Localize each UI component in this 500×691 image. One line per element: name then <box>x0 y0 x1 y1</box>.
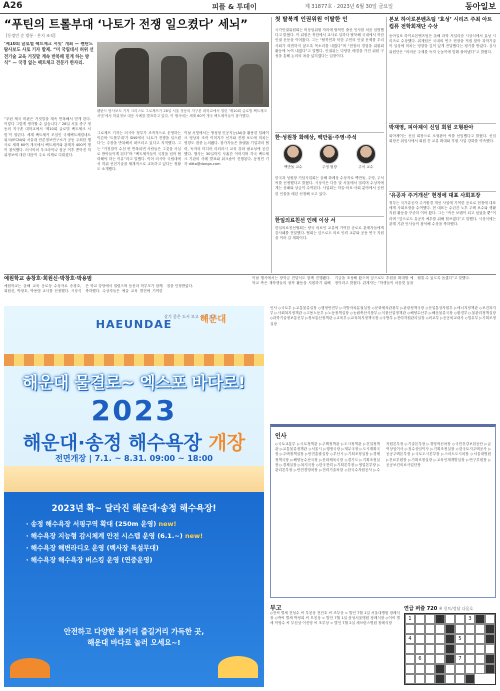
appointments-text: 인사 ◇국토부 ▷교통물류실장 ◇행정안전부 ▷지방자치분권실장 ◇문화체육관광부 ▷관광정책국장 ◇산업통상자원부 ▷에너지정책관 ◇보건복지부 ▷사회복지정책관 ◇고용노동부 ▷노동정책실장 ◇농림축산식품부 ▷식품산업정책관 ◇해양수산부 ▷해운물류국장 ◇환경부 ▷물관리정책실장 ◇과학기술정보통신부 ▷정보통신정책관 ◇교육부 ▷교육복지정책국장 ◇국방부 ▷전력자원관리실장 ◇외교부 ▷공공외교대사 ◇법무부 ▷기획조정실장 <box>270 306 496 326</box>
ad-footer-line2: 해운대 바다로 놀러 오세요~! <box>87 638 181 647</box>
photo-figure <box>115 48 149 104</box>
puzzle-cell: 7 <box>455 654 465 664</box>
puzzle-cell <box>475 664 485 674</box>
ad-feature: · 해수욕장 해변라디오 운영 (백사장 특설무대) <box>26 544 159 552</box>
puzzle-cell <box>445 644 455 654</box>
puzzle-cell <box>415 664 425 674</box>
puzzle-cell: 3 <box>465 614 475 624</box>
ad-subtitle: 2023년 확~ 달라진 해운대·송정 해수욕장! <box>51 504 217 514</box>
puzzle-cell <box>425 654 435 664</box>
puzzle-cell <box>405 644 415 654</box>
ad-footer <box>4 626 264 648</box>
ad-slogan: 살기 좋은 도시 모고 싶은 도시 <box>164 314 217 319</box>
ad-character-decoration <box>10 658 50 678</box>
ad-feature: · 해수욕장 해수욕장 버스킹 운영 (연중운영) <box>26 556 153 564</box>
puzzle-cell <box>425 614 435 624</box>
right-article-headline: 본보 하이로본벤츠팀 ‘효성’ 시리즈 주최 아트컵퓨 전학회재단 수상 <box>389 17 493 30</box>
puzzle-cell <box>405 624 415 634</box>
portrait-name: 주영 원장 <box>321 165 337 169</box>
award-body: 한국과 성원창 기념사업회는 올해 화례상 수상자로 백만돌, 주영, 주석 씨를 선정했다고 밝혔다. 시상식은 다음 달 서울에서 열리며 수상자에게는 상패와 상금이 수여된다. 사업회는 학술·의료·사회 분야에서 공헌한 인물을 매년 선정해 오고 있다. <box>275 176 384 196</box>
puzzle-cell <box>435 634 445 644</box>
puzzle-cell <box>425 634 435 644</box>
beach-advertisement <box>4 306 264 687</box>
puzzle-cell <box>445 614 455 624</box>
puzzle-cell <box>485 654 495 664</box>
veteran-headline: ‘유공자 주거개선’ 현정에 대표 사회포장 <box>389 193 481 199</box>
puzzle-cell <box>425 644 435 654</box>
school-body: 예원학교는 올해 교육 공로상 수상자로 송창호, 희원신, 박창호, 박용범 교사를 선정했다. 시상식은 학교 강당에서 열렸으며 동문과 학부모가 함께 축하했다. 수상자들은 예술 교육 발전에 기여한 점을 인정받았다. <box>4 284 194 294</box>
photo-figure <box>203 52 233 104</box>
ad-brand: HAEUNDAE <box>95 318 173 331</box>
puzzle-cell <box>435 674 445 684</box>
crossword-puzzle <box>404 605 496 687</box>
veteran-body: 정부는 국가유공자 주거환경 개선 사업에 기여한 공로로 현정에 대표에게 사회포장을 수여했다. 현 대표는 수년간 노후 주택 보수와 생활 지원 활동을 꾸준히 이어 왔다. 그는 “작은 보탬이 되고 싶었을 뿐”이라며 “앞으로도 유공자 예우를 위해 힘쓰겠다”고 말했다. 시상식에는 관계 기관 인사들이 참석해 수상을 축하했다. <box>389 201 496 226</box>
portrait-photo <box>356 144 376 164</box>
puzzle-cell <box>475 624 485 634</box>
puzzle-cell <box>475 614 485 624</box>
ad-title-main: 해운대·송정 해수욕장 <box>22 432 209 454</box>
puzzle-cell <box>485 644 495 654</box>
puzzle-cell <box>425 674 435 684</box>
puzzle-cell <box>435 624 445 634</box>
puzzle-cell <box>405 654 415 664</box>
puzzle-title: 연급 퍼즐 720 ※ 힌트/정답 다음호 <box>404 606 474 612</box>
lead-intro: ‘제10회 글로벌 팩트체크 서밋’ 개최 — 펜탄드 탐사보도 사로 기자 발제. “미 국립대서 허위 선전기술 교육 거짓말 계속 반복해 믿게 하는 방식” — 국경 없는 팩트체크 전문가 한자리. <box>4 42 94 67</box>
ad-character-decoration <box>218 656 258 678</box>
puzzle-grid <box>404 613 496 685</box>
lead-body-col3: 이날 서밋에서는 생성형 인공지능(AI)을 활용한 딥페이크 영상과 조작 이미지가 선거와 전쟁 보도에 미치는 영향도 집중 논의됐다. 참가자들은 플랫폼 기업과의 협력, 독자의 미디어 리터러시 교육 강화 필요성에 공감했다. 행사는 30일까지 사흘간 이어지며 각국 팩트체크 기관의 사례 발표와 워크숍이 진행된다. 동정민 기자 ditto@donga.com <box>184 131 269 167</box>
puzzle-cell <box>455 674 465 684</box>
puzzle-cell <box>425 664 435 674</box>
ad-feature: · 송정 해수욕장 서핑구역 확대 (250m 운영) new! <box>26 520 177 528</box>
puzzle-cell: 5 <box>455 634 465 644</box>
ad-period: 전면개장 | 7.1. ~ 8.31. 09:00 ~ 18:00 <box>55 454 213 463</box>
appointments-title: 인사 <box>275 433 287 440</box>
puzzle-cell <box>455 644 465 654</box>
puzzle-cell <box>415 614 425 624</box>
association-body: 피아제이는 신임 회장으로 오형완아 씨를 선임했다고 밝혔다. 신임 회장은 취임사에서 회원 간 교류 확대와 후원 사업 강화를 약속했다. <box>389 134 496 144</box>
puzzle-cell <box>475 634 485 644</box>
appointments-list: ◇국토교통부 ▷국토정책관 ▷주택정책관 ▷도시정책관 ▷건설정책관 ▷교통물류정책관 ◇서울시 ▷행정국장 ▷재무국장 ▷도시계획국장 ▷주택정책실장 ▷안전총괄실장 ◇부산시 ▷기획조정실장 ▷경제정책국장 ▷해양농수산국장 ▷문화체육국장 ◇경기도 ▷기획조정실장 ▷경제실장 ▷복지국장 ◇한국전력 ▷기획본부장 ▷영업본부장 ▷관리본부장 ▷안전경영처장 ▷전력기술처장 ◇한국수자원공사 ▷수자원본부장 ▷기술본부장 ▷경영혁신처장 ◇국민건강보험공단 ▷급여상임이사 ▷징수상임이사 ▷기획조정실장 ◇한국토지주택공사 ▷공공주택본부장 ▷국토도시본부장 ▷스마트도시처장 ◇서울대병원 ▷진료부원장 ▷기획조정실장 ▷교육인재개발실장 ▷연구부원장 ▷공공보건의료사업단장 <box>275 442 491 473</box>
puzzle-cell: 1 <box>405 614 415 624</box>
article-divider <box>389 123 496 124</box>
puzzle-cell <box>415 624 425 634</box>
column-divider <box>271 17 272 273</box>
puzzle-cell <box>465 654 475 664</box>
puzzle-cell: 2 <box>435 614 445 624</box>
portrait-photo <box>319 144 339 164</box>
column-divider <box>386 17 387 273</box>
page-number: A26 <box>3 1 23 11</box>
ad-year: 2023 <box>91 394 177 427</box>
portrait <box>283 144 303 172</box>
medical-headline: 한일의료친선 인례 이상 서 <box>275 218 336 224</box>
portrait-photo <box>283 144 303 164</box>
puzzle-cell <box>455 664 465 674</box>
ad-feature-list <box>26 518 254 566</box>
puzzle-cell <box>435 644 445 654</box>
puzzle-cell <box>465 634 475 644</box>
section-divider <box>4 274 496 275</box>
puzzle-cell <box>445 624 455 634</box>
mid-article-headline: 첫 탈북계 인권위원 이탈한 인 <box>275 17 348 23</box>
article-divider <box>389 191 496 192</box>
school-headline: 예원학교 송창호·희원신·박창호·박용범 <box>4 276 92 282</box>
medical-body: 한일의료친선협회는 양국 의료인 교류에 기여한 공로로 관계자들에게 감사패를 전달했다. 협회는 앞으로도 의료 인력 교류와 공동 연구 지원을 이어 갈 계획이다. <box>275 226 384 241</box>
association-headline: 박재영, 피아제이 신임 회원 오형완아 <box>389 125 474 131</box>
ad-logo: 해운대 <box>200 315 227 325</box>
appointments-box <box>270 424 496 598</box>
ad-feature: · 해수욕장 지능형 감시체계 안전 시스템 운영 (6.1.~) new! <box>26 532 203 540</box>
puzzle-cell <box>435 654 445 664</box>
mid-article-body: 국가인권위원회는 비상임위원 자리에 탈북민 출신 인사를 처음 임명했다고 밝혔다. 이 위원은 북한에서 교사로 일하다 탈북해 국내에서 북한 인권 운동을 이어왔다. 그는 “탈북민과 북한 주민의 인권 문제를 우리 사회가 외면하지 않도록 목소리를 내겠다”며 “현장의 경험을 위원회 활동에 녹여 내겠다”고 말했다. 인권위는 다양한 배경을 가진 위원 구성을 통해 논의의 폭을 넓히겠다는 입장이다. <box>275 28 384 59</box>
article-divider <box>275 216 384 217</box>
portrait-name: 주석 교수 <box>358 165 374 169</box>
issue-info: 제 31877호 · 2023년 6월 30일 금요일 <box>305 4 393 10</box>
award-headline: 한·성원창 화례상, 백만돌·주영·주석 <box>275 135 357 141</box>
school-body-continued: 이날 행사에서는 장학금 전달식도 함께 진행됐다. 학교 측은 재학생들의 창작 활동을 지원하기 위해 기금을 조성해 왔으며 앞으로도 후원을 확대할 예정이라고 밝혔다. 관계자는 “학생들이 마음껏 꿈을 펼칠 수 있도록 돕겠다”고 말했다. <box>252 276 471 286</box>
portrait-name: 백만돌 교수 <box>283 165 303 169</box>
puzzle-cell <box>455 624 465 634</box>
right-article-body: 동아일보 하이로본벤츠팀은 올해 과학 저널리즘 시상식에서 효성 시리즈로 수상했다. 취재팀은 국내외 연구 현장을 직접 찾아 과학기술이 일상에 미치는 영향을 깊이 있게 전달했다는 평가를 받았다. 심사위원단은 “어려운 주제를 독자 눈높이에 맞춰 풀어냈다”고 밝혔다. <box>389 34 496 54</box>
puzzle-cell <box>475 644 485 654</box>
ad-footer-line1: 안전하고 다양한 볼거리 즐길거리 가득한 곳, <box>63 627 205 636</box>
lead-body-col1: “푸틴 제국 비판은 거짓말을 계속 반복해서 믿게 한다. 이렇다 그렇게 생각할 수 있습니다.” 28일 서울 중구 정동의 지구촌 대학교에서 ‘제10회 글로벌 팩트체크 서밋’이 열린다. 세계 팩트체커 모임인 국제팩트체킹네트워크(IFCN)와 서울대 언론정보연구소가 공동 주최한 행사로 세계 60여 개국에서 팩트체커와 관계자 400여 명이 참석했다. 러시아의 우크라이나 침공 이후 쏟아진 허위정보에 대한 대응이 주요 의제로 다뤄졌다. <box>4 117 91 158</box>
puzzle-cell <box>445 634 455 644</box>
photo-figure <box>239 64 263 104</box>
lead-subhead: [동정민 순 방통 · 본지 조직] <box>6 33 56 38</box>
lead-photo-caption: 펜탄드 탐사보도 기자 크리스토 그로제프가 28일 서울 정동의 지구촌 대학교에서 열린 ‘제10회 글로벌 팩트체크 서밋’에서 허위정보 대응 사례를 발표하고 있다. 이 행사에는 세계 60여 개국 팩트체커들이 참가했다. <box>97 109 267 118</box>
obituary-body: ◇전씨 별세 전성수 씨 부친상 전진호 씨 조부상 = 발인 7월 1일 서울대병원 장례식장 ◇박씨 별세 박정희 씨 모친상 = 발인 7월 1일 삼성서울병원 장례식장 ◇이씨 별세 이영수 씨 부친상 이진영 씨 조부상 = 발인 7월 2일 세브란스병원 장례식장 <box>270 611 400 626</box>
ad-title-line1: 해운대 물결로~ 엑스포 바다로! <box>22 373 246 392</box>
puzzle-cell <box>415 674 425 684</box>
puzzle-cell: 4 <box>405 634 415 644</box>
obituary-title: 부고 <box>270 605 282 612</box>
puzzle-cell <box>445 654 455 664</box>
lead-photo <box>97 42 269 107</box>
puzzle-cell <box>485 664 495 674</box>
ad-title-accent: 개장 <box>208 432 246 454</box>
puzzle-cell <box>445 674 455 684</box>
page-header <box>0 0 500 14</box>
lead-body-col2: 그로제프 기자는 러시아 정부가 조직적으로 운영하는 이른바 ‘트롤부대’가 SNS에서 ‘나토가 전쟁을 일으켰다’는 주장을 반복해서 퍼뜨리고 있다고 지적했다. 그는 “거짓말이 수천 번 반복되면 사람들은 그것을 사실로 받아들이게 된다”며 “팩트체커들이 국경을 넘어 협력해야 하는 이유”라고 말했다. 이어 러시아 국립대에서 허위 선전기술을 체계적으로 교육하고 있다는 정황도 소개했다. <box>97 131 181 172</box>
puzzle-cell <box>475 654 485 664</box>
puzzle-cell <box>425 624 435 634</box>
photo-figure <box>161 56 187 104</box>
puzzle-cell <box>485 624 495 634</box>
puzzle-cell <box>465 624 475 634</box>
award-portraits <box>275 144 384 172</box>
puzzle-cell <box>485 634 495 644</box>
puzzle-cell <box>415 634 425 644</box>
puzzle-cell: 6 <box>415 654 425 664</box>
puzzle-cell <box>405 674 415 684</box>
puzzle-cell <box>465 644 475 654</box>
puzzle-cell <box>435 664 445 674</box>
portrait <box>356 144 376 172</box>
section-name: 피플 & 투데이 <box>212 3 257 11</box>
puzzle-cell <box>445 664 455 674</box>
portrait <box>319 144 339 172</box>
puzzle-cell <box>455 614 465 624</box>
newspaper-logo: 동아일보 <box>465 1 496 11</box>
ad-title-line2 <box>4 428 264 455</box>
ad-wave-decoration <box>4 354 264 366</box>
puzzle-cell <box>465 674 475 684</box>
puzzle-cell <box>465 664 475 674</box>
ad-sand-band <box>4 466 264 494</box>
article-divider <box>275 132 384 133</box>
lead-headline: “푸틴의 트롤부대 ‘나토가 전쟁 일으켰다’ 세뇌” <box>4 17 248 31</box>
puzzle-cell <box>415 644 425 654</box>
puzzle-cell <box>485 614 495 624</box>
puzzle-cell <box>405 664 415 674</box>
